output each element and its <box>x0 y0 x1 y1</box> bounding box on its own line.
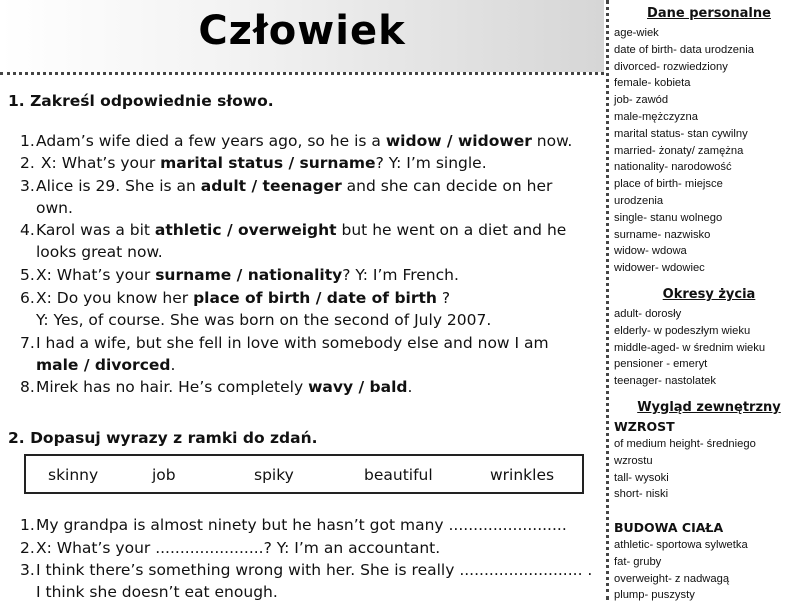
sidebar-list-item: male-mężczyzna <box>614 110 698 123</box>
sidebar-list-item: tall- wysoki <box>614 471 669 484</box>
sidebar-list-item: marital status- stan cywilny <box>614 127 748 140</box>
sidebar-list-item: nationality- narodowość <box>614 161 732 174</box>
page-title: Człowiek <box>198 8 406 54</box>
sidebar-list-item: divorced- rozwiedziony <box>614 60 728 73</box>
exercise1-item: 6.X: Do you know her place of birth / date of birth ? Y: Yes, of course. She was born on the second of July 2007. <box>20 289 492 329</box>
sidebar-list-item: athletic- sportowa sylwetka <box>614 539 748 551</box>
exercise2-item: 1.My grandpa is almost ninety but he hasn’t got many ........................ <box>20 516 567 534</box>
exercise1-item: 8.Mirek has no hair. He’s completely wavy / bald. <box>20 378 413 396</box>
sidebar-list-item: urodzenia <box>614 194 664 207</box>
exercise1-item: 1.Adam’s wife died a few years ago, so he is a widow / widower now. <box>20 132 573 150</box>
sidebar-list-item: short- niski <box>614 488 669 501</box>
sidebar-subheading-height: WZROST <box>614 419 675 434</box>
sidebar-list-item: widow- wdowa <box>614 245 687 258</box>
sidebar-list-build <box>614 537 800 604</box>
sidebar-list-item: of medium height- średniego <box>614 438 756 450</box>
horizontal-divider <box>0 72 604 75</box>
exercise1-item: 5.X: What’s your surname / nationality? Y: I’m French. <box>20 266 459 284</box>
exercise1-item: 7.I had a wife, but she fell in love with somebody else and now I am male / divorced. <box>20 334 549 374</box>
word-box-item: wrinkles <box>490 466 555 484</box>
sidebar-list-item: married- żonaty/ zamężna <box>614 144 744 157</box>
sidebar-list-personal <box>614 25 800 277</box>
word-box-item: job <box>152 466 176 484</box>
word-box-item: spiky <box>254 466 294 484</box>
sidebar-list-item: age-wiek <box>614 27 659 39</box>
sidebar-heading-appearance: Wygląd zewnętrzny <box>637 400 781 415</box>
sidebar-heading-personal: Dane personalne <box>647 6 771 21</box>
sidebar-list-item: wzrostu <box>614 454 653 467</box>
exercise2-title: 2. Dopasuj wyrazy z ramki do zdań. <box>8 429 318 447</box>
sidebar-list-item: elderly- w podeszłym wieku <box>614 324 751 337</box>
exercise1-item: 3.Alice is 29. She is an adult / teenager and she can decide on her own. <box>20 177 553 217</box>
sidebar-subheading-build: BUDOWA CIAŁA <box>614 520 724 535</box>
exercise1-title: 1. Zakreśl odpowiednie słowo. <box>8 92 274 110</box>
sidebar-list-item: female- kobieta <box>614 77 691 90</box>
vertical-divider <box>606 0 609 600</box>
sidebar-heading-life-stages: Okresy życia <box>662 287 756 302</box>
sidebar-list-item: middle-aged- w średnim wieku <box>614 341 766 354</box>
sidebar-list-item: place of birth- miejsce <box>614 178 723 191</box>
word-box <box>24 454 584 494</box>
sidebar-list-item: overweight- z nadwagą <box>614 572 730 585</box>
sidebar-list-height <box>614 436 800 503</box>
sidebar-list-item: widower- wdowiec <box>614 262 705 275</box>
word-box-item: beautiful <box>364 466 433 484</box>
exercise2-item: 3.I think there’s something wrong with her. She is really ......................... . I think she doesn’t eat enough. <box>20 561 593 601</box>
sidebar-list-item: adult- dorosły <box>614 308 682 320</box>
word-box-item: skinny <box>48 466 99 484</box>
exercise1-item: 4.Karol was a bit athletic / overweight but he went on a diet and he looks great now. <box>20 221 567 261</box>
sidebar-list-item: teenager- nastolatek <box>614 375 716 388</box>
sidebar-list-life-stages <box>614 306 800 390</box>
sidebar-list-item: plump- puszysty <box>614 589 695 602</box>
sidebar-list-item: job- zawód <box>614 94 669 107</box>
exercise2-item: 2.X: What’s your ......................? Y: I’m an accountant. <box>20 539 441 557</box>
sidebar-list-item: surname- nazwisko <box>614 228 711 241</box>
sidebar-list-item: pensioner - emeryt <box>614 358 708 371</box>
sidebar-list-item: fat- gruby <box>614 555 662 568</box>
exercise1-item: 2. X: What’s your marital status / surname? Y: I’m single. <box>20 154 487 172</box>
sidebar-list-item: single- stanu wolnego <box>614 211 723 224</box>
sidebar-list-item: date of birth- data urodzenia <box>614 43 754 56</box>
